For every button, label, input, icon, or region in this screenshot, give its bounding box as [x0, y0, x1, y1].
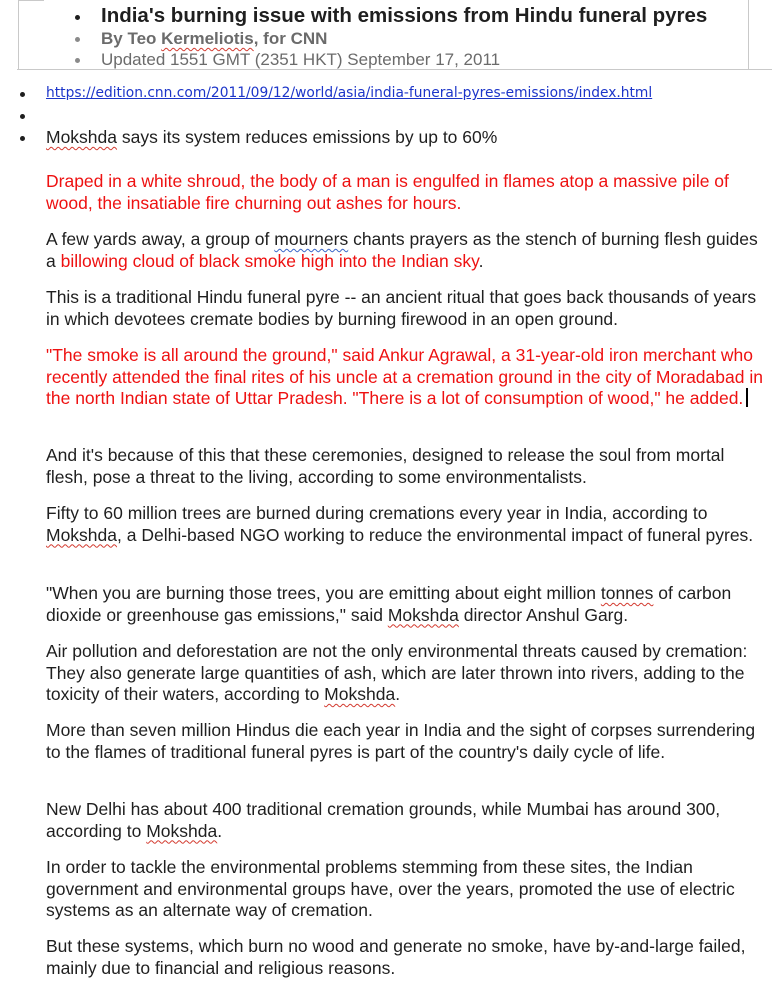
paragraph: More than seven million Hindus die each year in India and the sight of corpses surrendering to the flames of traditional funeral pyres is part of the country's daily cycle of life. [46, 720, 756, 762]
bullet-icon [20, 114, 25, 119]
highlighted-phrase: billowing cloud of black smoke high into the Indian sky [60, 250, 479, 271]
paragraph: In order to tackle the environmental problems stemming from these sites, the Indian government and environmental groups have, over the years, promoted the use of electric systems as an alternate way of cremation. [46, 857, 735, 921]
page-margin-right [748, 0, 749, 70]
text-cursor [746, 388, 748, 407]
misspelled-word[interactable]: Mokshda [46, 524, 118, 545]
paragraph: Air pollution and deforestation are not the only environmental threats caused by cremation: They also generate large quantities of ash, which are later thrown into rivers, adding to the toxicity of their waters, according to Mokshda. [46, 641, 748, 705]
article-byline: By Teo Kermeliotis, for CNN [101, 29, 327, 49]
paragraph: This is a traditional Hindu funeral pyre -- an ancient ritual that goes back thousands of years in which devotees cremate bodies by burning firewood in an open ground. [46, 287, 757, 329]
misspelled-word[interactable]: Mokshda [46, 127, 118, 147]
page-corner-mark [18, 0, 44, 1]
paragraph: "When you are burning those trees, you are emitting about eight million tonnes of carbon dioxide or greenhouse gas emissions," said Mokshda director Anshul Garg. [46, 583, 732, 625]
grammar-flagged-word[interactable]: mourners [274, 229, 349, 249]
misspelled-word[interactable]: Mokshda [324, 684, 396, 705]
subhead-line: Mokshda says its system reduces emissions by up to 60% [46, 127, 498, 147]
source-url-link[interactable]: https://edition.cnn.com/2011/09/12/world/asia/india-funeral-pyres-emissions/index.html [46, 85, 653, 101]
paragraph: New Delhi has about 400 traditional cremation grounds, while Mumbai has around 300, according to Mokshda. [46, 799, 721, 841]
misspelled-word[interactable]: tonnes [600, 583, 654, 603]
article-headline: India's burning issue with emissions from Hindu funeral pyres [101, 4, 707, 28]
bullet-icon [20, 136, 25, 141]
bullet-icon [75, 58, 80, 63]
misspelled-word[interactable]: Mokshda [146, 820, 218, 841]
paragraph: Draped in a white shroud, the body of a man is engulfed in flames atop a massive pile of wood, the insatiable fire churning out ashes for hours. [46, 171, 729, 213]
bullet-icon [20, 92, 25, 97]
misspelled-word[interactable]: Mokshda [387, 604, 459, 625]
bullet-icon [75, 15, 80, 20]
author-name[interactable]: Kermeliotis [161, 29, 254, 48]
paragraph: A few yards away, a group of mourners chants prayers as the stench of burning flesh guides a billowing cloud of black smoke high into the Indian sky. [46, 229, 758, 271]
article-updated-timestamp: Updated 1551 GMT (2351 HKT) September 17, 2011 [101, 50, 500, 70]
paragraph: "The smoke is all around the ground," said Ankur Agrawal, a 31-year-old iron merchant who recently attended the final rites of his uncle at a cremation ground in the city of Moradabad in the north Indian state of Uttar Pradesh. "There is a lot of consumption of wood," he added. [46, 345, 763, 409]
paragraph: But these systems, which burn no wood and generate no smoke, have by-and-large failed, mainly due to financial and religious reasons. [46, 936, 746, 978]
paragraph: And it's because of this that these ceremonies, designed to release the soul from mortal flesh, pose a threat to the living, according to some environmentalists. [46, 445, 725, 487]
paragraph: Fifty to 60 million trees are burned during cremations every year in India, according to Mokshda, a Delhi-based NGO working to reduce the environmental impact of funeral pyres. [46, 503, 754, 545]
bullet-icon [75, 37, 80, 42]
page-margin-left [18, 0, 19, 70]
